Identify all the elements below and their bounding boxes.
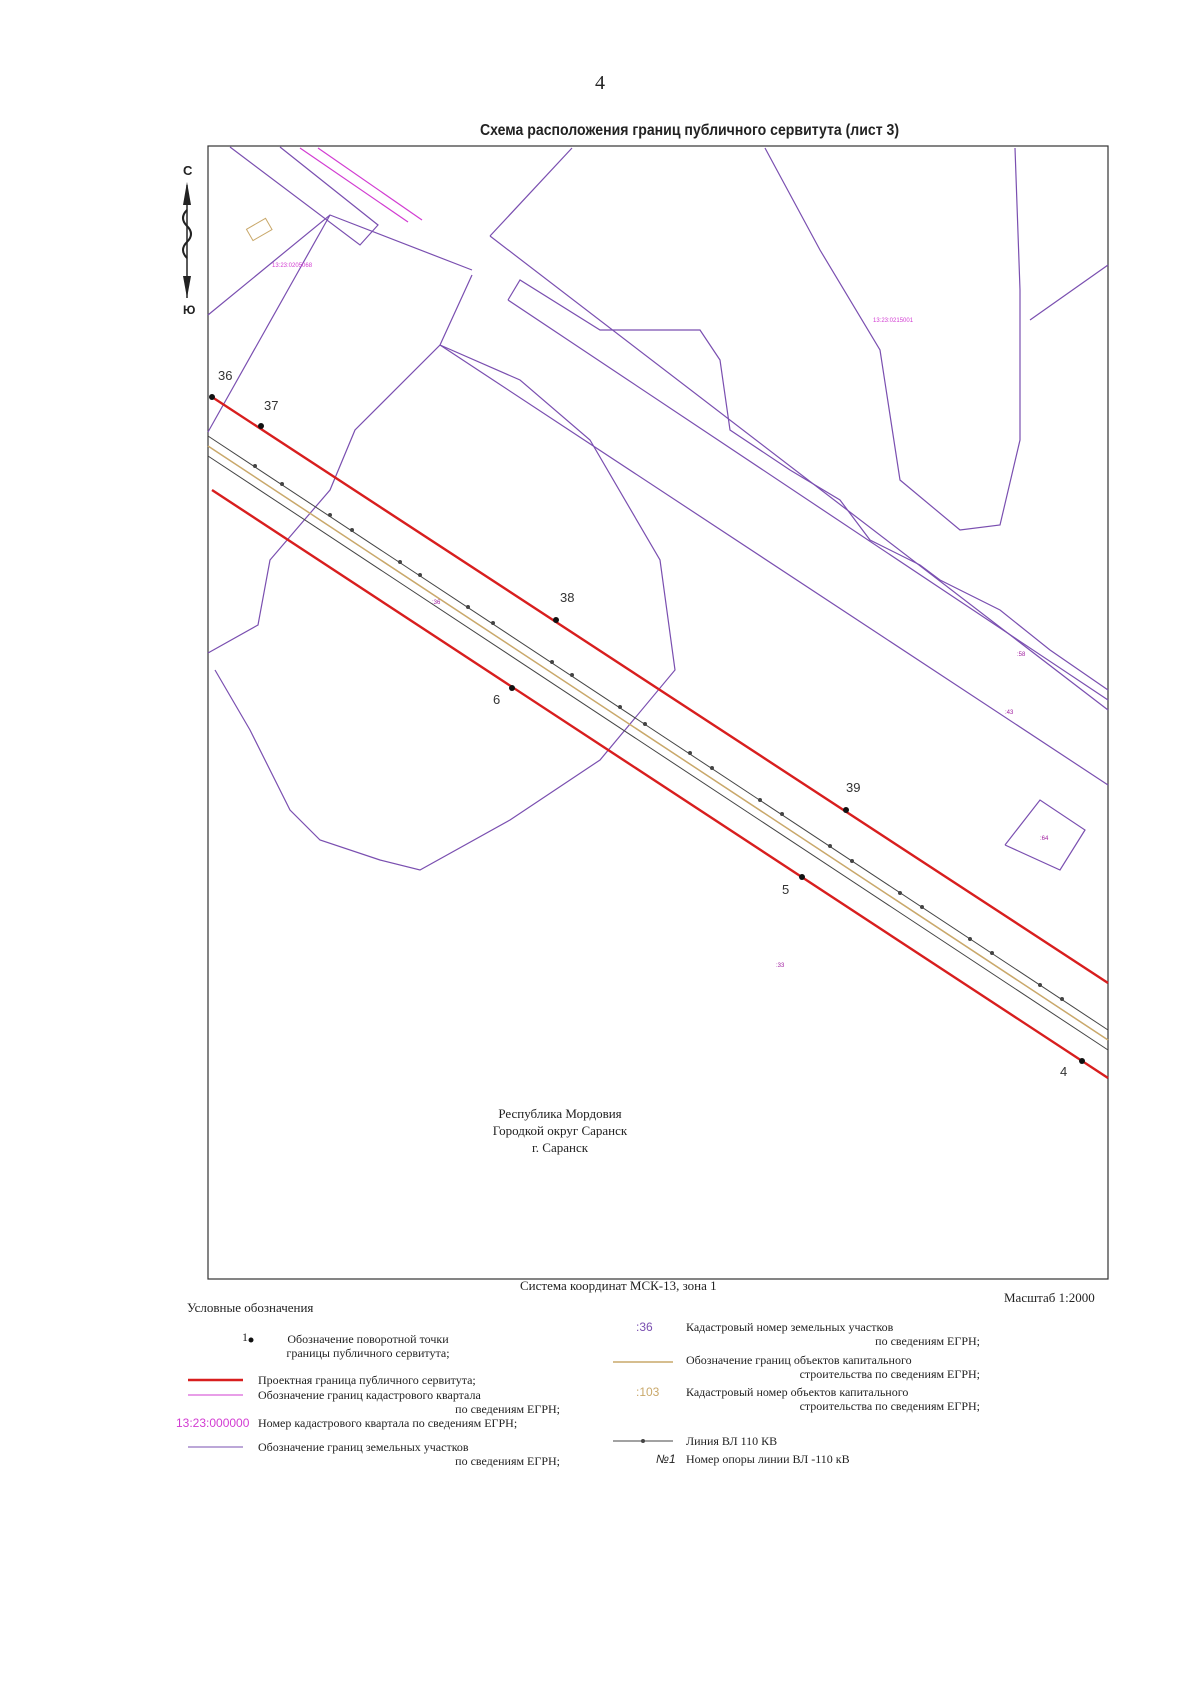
- parcel-number-label: :33: [776, 963, 785, 969]
- compass-south-label: Ю: [183, 303, 196, 317]
- map-scale: Масштаб 1:2000: [1004, 1290, 1095, 1305]
- compass-north-label: С: [183, 163, 193, 178]
- point-label: 5: [782, 882, 790, 897]
- legend-quarter-number-text: Номер кадастрового квартала по сведениям ЕГРН;: [258, 1416, 518, 1430]
- legend-quarter-boundary-text: Обозначение границ кадастрового квартала: [258, 1388, 481, 1402]
- parcel-boundaries: [208, 147, 1108, 870]
- coordinate-system: Система координат МСК-13, зона 1: [520, 1278, 717, 1293]
- turn-point: [509, 685, 515, 691]
- legend-turn-point-text: [268, 1332, 468, 1360]
- turn-point: [209, 394, 215, 400]
- place-line: Республика Мордовия: [498, 1106, 622, 1121]
- legend-pole-symbol: №1: [656, 1452, 676, 1466]
- legend-quarter-number-symbol: 13:23:000000: [176, 1416, 250, 1430]
- point-label: 4: [1060, 1064, 1068, 1079]
- place-line: г. Саранск: [531, 1140, 589, 1155]
- legend-title: Условные обозначения: [187, 1300, 314, 1315]
- place-caption: [450, 1105, 670, 1156]
- legend-power-line-text: Линия ВЛ 110 КВ: [686, 1434, 778, 1448]
- turn-point: [258, 423, 264, 429]
- turn-points: [209, 394, 1085, 1064]
- turn-point: [553, 617, 559, 623]
- point-label: 39: [846, 780, 861, 795]
- parcel-number-label: :43: [1005, 710, 1014, 716]
- quarter-number-label: 13:23:0215001: [873, 318, 914, 324]
- point-label: 37: [264, 398, 279, 413]
- north-arrow-icon: [183, 182, 191, 298]
- point-label: 6: [493, 692, 501, 707]
- building-outlines: [246, 218, 272, 240]
- turn-point: [1079, 1058, 1085, 1064]
- legend-line: границы публичного сервитута;: [286, 1346, 450, 1360]
- legend-pole-text: Номер опоры линии ВЛ -110 кВ: [686, 1452, 850, 1466]
- page-number: 4: [595, 72, 605, 94]
- legend-building-boundary-text2: строительства по сведениям ЕГРН;: [799, 1367, 980, 1381]
- point-label: 38: [560, 590, 575, 605]
- legend-turn-point-symbol: 1: [242, 1330, 248, 1344]
- legend-building-number-text: Кадастровый номер объектов капитального: [686, 1385, 909, 1399]
- quarter-number-label: 13:23:0205068: [272, 263, 313, 269]
- legend-line: Обозначение поворотной точки: [287, 1332, 449, 1346]
- legend-building-boundary-text: Обозначение границ объектов капитального: [686, 1353, 912, 1367]
- legend-parcel-boundary-text2: по сведениям ЕГРН;: [455, 1454, 560, 1468]
- point-label: 36: [218, 368, 233, 383]
- legend-parcel-boundary-text: Обозначение границ земельных участков: [258, 1440, 469, 1454]
- legend-parcel-number-text2: по сведениям ЕГРН;: [875, 1334, 980, 1348]
- parcel-number-label: :64: [1040, 836, 1049, 842]
- servitude-boundary: [212, 397, 1108, 1078]
- turn-point: [799, 874, 805, 880]
- legend-building-number-symbol: :103: [636, 1385, 660, 1399]
- legend-parcel-number-text: Кадастровый номер земельных участков: [686, 1320, 894, 1334]
- parcel-number-label: :36: [432, 600, 441, 606]
- legend-servitude-text: Проектная граница публичного сервитута;: [258, 1373, 476, 1387]
- legend-parcel-number-symbol: :36: [636, 1320, 653, 1334]
- map-title: Схема расположения границ публичного сервитута (лист 3): [480, 122, 900, 139]
- place-line: Городкой округ Саранск: [492, 1123, 628, 1138]
- turn-point: [843, 807, 849, 813]
- parcel-number-label: :58: [1017, 652, 1026, 658]
- legend-quarter-boundary-text2: по сведениям ЕГРН;: [455, 1402, 560, 1416]
- legend-building-number-text2: строительства по сведениям ЕГРН;: [799, 1399, 980, 1413]
